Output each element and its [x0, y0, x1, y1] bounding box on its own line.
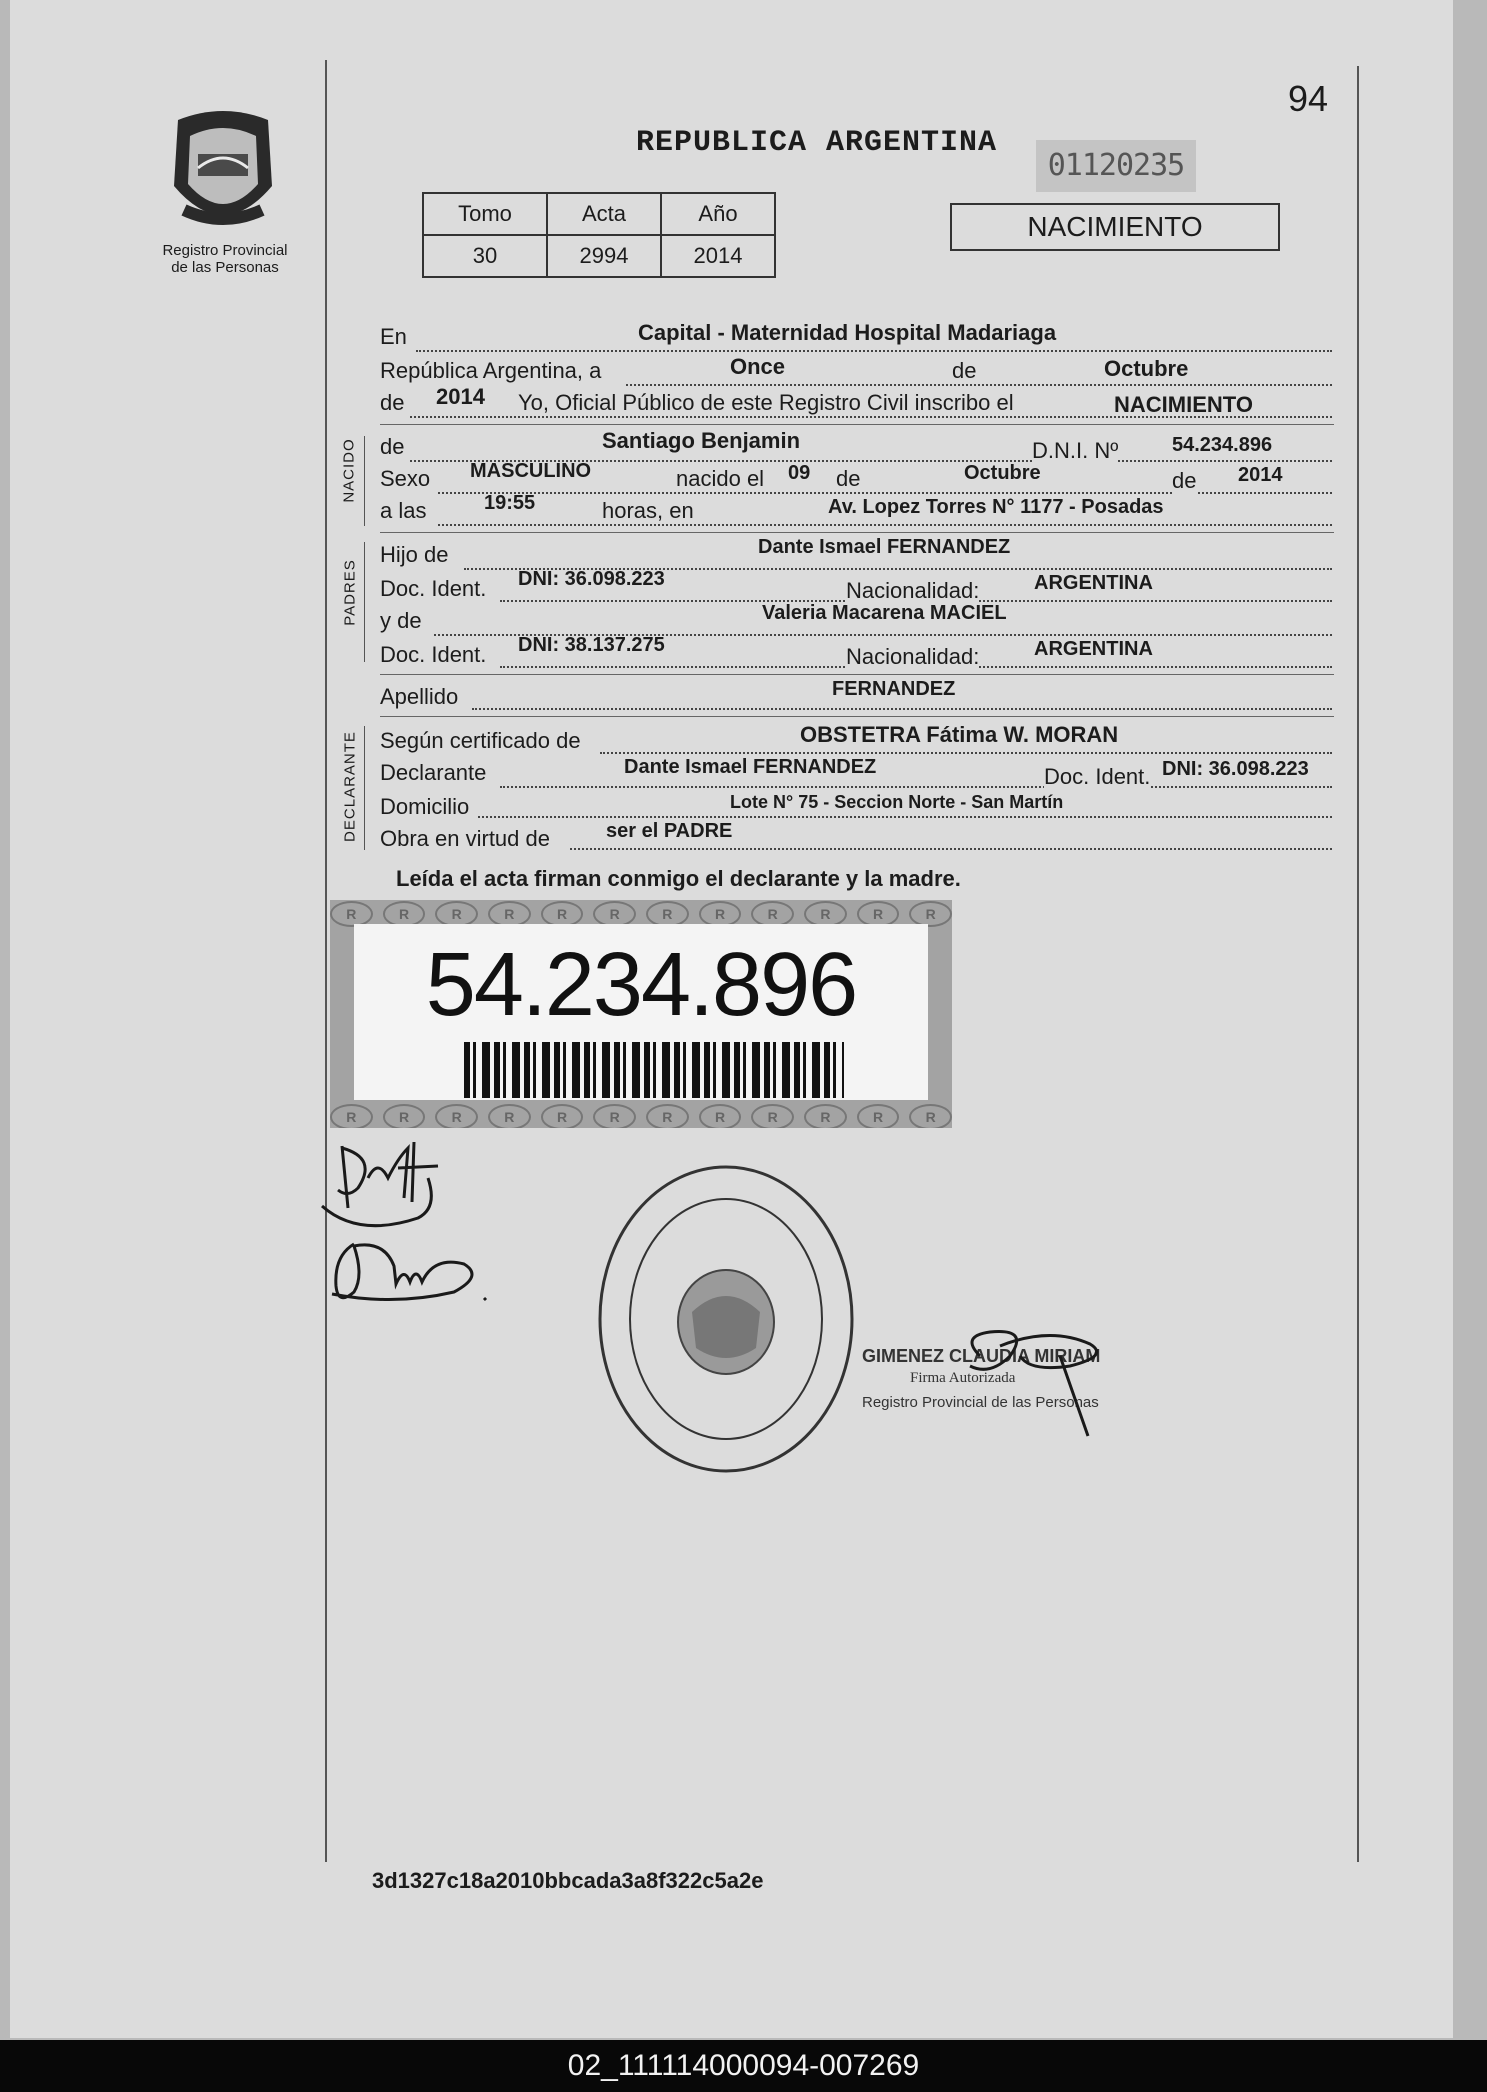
r-mark: R [909, 901, 952, 927]
value-birth-month: Octubre [964, 462, 1041, 484]
label-nacionalidad: Nacionalidad: [846, 644, 980, 669]
document-title: REPUBLICA ARGENTINA [636, 126, 998, 160]
serial-number: 01120235 [1036, 140, 1196, 192]
section-label-padres: PADRES [341, 559, 359, 626]
label-horas-en: horas, en [602, 498, 694, 523]
r-mark: R [330, 1104, 373, 1128]
label-dni: D.N.I. Nº [1032, 438, 1119, 463]
official-name: GIMENEZ CLAUDIA MIRIAM [862, 1346, 1101, 1366]
section-bracket [364, 436, 365, 526]
r-mark: R [541, 1104, 584, 1128]
r-mark: R [751, 901, 794, 927]
value-year: 2014 [436, 384, 485, 409]
r-mark: R [909, 1104, 952, 1128]
r-mark: R [488, 1104, 531, 1128]
value-child-dni: 54.234.896 [1172, 434, 1273, 456]
value-sexo: MASCULINO [470, 460, 592, 482]
barcode-sticker [330, 900, 952, 1128]
value-father-nationality: ARGENTINA [1034, 572, 1153, 594]
label-en: En [380, 324, 407, 349]
province-logo-icon [164, 108, 282, 238]
label-de: de [380, 434, 405, 459]
label-y-de: y de [380, 608, 422, 633]
label-apellido: Apellido [380, 684, 459, 709]
label-doc-ident: Doc. Ident. [380, 576, 487, 601]
header-acta: Acta [547, 193, 661, 235]
r-mark: R [646, 901, 689, 927]
section-separator [380, 674, 1334, 675]
r-mark: R [383, 901, 426, 927]
value-mother-doc: DNI: 38.137.275 [518, 634, 665, 656]
value-tomo: 30 [423, 235, 547, 277]
value-birth-year: 2014 [1238, 464, 1283, 486]
value-declarante-name: Dante Ismael FERNANDEZ [624, 756, 877, 778]
page-number: 94 [1288, 78, 1329, 119]
value-father-name: Dante Ismael FERNANDEZ [758, 536, 1011, 558]
right-margin-line [1357, 66, 1359, 1862]
r-mark: R [435, 1104, 478, 1128]
scan-footer: 02_111114000094-007269 [0, 2040, 1487, 2092]
value-domicilio: Lote N° 75 - Seccion Norte - San Martín [730, 792, 1064, 812]
label-domicilio: Domicilio [380, 794, 470, 819]
r-mark: R [383, 1104, 426, 1128]
dotted-line [438, 524, 1332, 526]
label-nacido-el: nacido el [676, 466, 765, 491]
dotted-line [416, 350, 1332, 352]
r-mark: R [435, 901, 478, 927]
value-certificado: OBSTETRA Fátima W. MORAN [800, 722, 1119, 747]
official-role: Firma Autorizada [910, 1370, 1016, 1386]
logo-caption [140, 242, 310, 276]
label-a-las: a las [380, 498, 427, 523]
section-separator [380, 532, 1334, 533]
value-birth-address: Av. Lopez Torres N° 1177 - Posadas [828, 496, 1164, 518]
label-nacionalidad: Nacionalidad: [846, 578, 980, 603]
logo-caption-line-1: Registro Provincial [162, 242, 288, 259]
r-mark: R [593, 901, 636, 927]
label-segun-certificado: Según certificado de [380, 728, 581, 753]
r-mark: R [699, 1104, 742, 1128]
label-doc-ident: Doc. Ident. [380, 642, 487, 667]
dotted-line [626, 384, 1332, 386]
label-de: de [952, 358, 977, 383]
closing-statement: Leída el acta firman conmigo el declarante y la madre. [396, 866, 961, 891]
security-pattern-top [330, 901, 952, 923]
value-anio: 2014 [661, 235, 775, 277]
r-mark: R [593, 1104, 636, 1128]
security-pattern-bottom [330, 1104, 952, 1126]
label-republica: República Argentina, a [380, 358, 602, 383]
registry-seal-icon [596, 1162, 856, 1476]
r-mark: R [857, 901, 900, 927]
r-mark: R [646, 1104, 689, 1128]
value-inscribe: NACIMIENTO [1114, 392, 1253, 417]
dotted-line [500, 786, 1332, 788]
value-father-doc: DNI: 36.098.223 [518, 568, 665, 590]
value-birth-day: 09 [788, 462, 811, 484]
record-type-box: NACIMIENTO [950, 203, 1280, 251]
logo-caption-line-2: de las Personas [171, 259, 279, 276]
document-hash: 3d1327c18a2010bbcada3a8f322c5a2e [372, 1868, 764, 1893]
left-margin-line [325, 60, 327, 1862]
label-doc-ident: Doc. Ident. [1044, 764, 1151, 789]
header-anio: Año [661, 193, 775, 235]
r-mark: R [488, 901, 531, 927]
official-signature-icon [950, 1326, 1120, 1442]
r-mark: R [541, 901, 584, 927]
r-mark: R [857, 1104, 900, 1128]
label-de: de [836, 466, 861, 491]
value-birth-time: 19:55 [484, 492, 536, 514]
r-mark: R [330, 901, 373, 927]
value-month: Octubre [1104, 356, 1189, 381]
label-de: de [1172, 468, 1197, 493]
value-mother-name: Valeria Macarena MACIEL [762, 602, 1007, 624]
section-separator [380, 424, 1334, 425]
value-day-word: Once [730, 354, 786, 379]
value-acta: 2994 [547, 235, 661, 277]
value-child-name: Santiago Benjamin [602, 428, 801, 453]
dotted-line [438, 492, 1332, 494]
section-label-declarante: DECLARANTE [341, 731, 359, 842]
header-tomo: Tomo [423, 193, 547, 235]
dotted-line [570, 848, 1332, 850]
label-oficial: Yo, Oficial Público de este Registro Civil inscribo el [518, 390, 1014, 415]
label-obra-en-virtud: Obra en virtud de [380, 826, 550, 851]
value-mother-nationality: ARGENTINA [1034, 638, 1153, 660]
label-declarante: Declarante [380, 760, 487, 785]
official-organization: Registro Provincial de las Personas [862, 1394, 1099, 1411]
r-mark: R [751, 1104, 794, 1128]
section-bracket [364, 726, 365, 850]
tomo-acta-anio-table [422, 192, 776, 278]
section-separator [380, 716, 1334, 717]
section-label-nacido: NACIDO [340, 438, 358, 503]
value-declarante-doc: DNI: 36.098.223 [1162, 758, 1309, 780]
value-obra: ser el PADRE [606, 820, 733, 842]
r-mark: R [699, 901, 742, 927]
r-mark: R [804, 1104, 847, 1128]
barcode-label [354, 924, 928, 1100]
dotted-line [600, 752, 1332, 754]
dotted-line [472, 708, 1332, 710]
label-hijo-de: Hijo de [380, 542, 449, 567]
section-bracket [364, 542, 365, 662]
value-place: Capital - Maternidad Hospital Madariaga [638, 320, 1057, 345]
r-mark: R [804, 901, 847, 927]
label-sexo: Sexo [380, 466, 431, 491]
label-de: de [380, 390, 405, 415]
declarant-signature-icon [318, 1138, 448, 1238]
dotted-line [478, 816, 1332, 818]
value-apellido: FERNANDEZ [832, 678, 956, 700]
mother-signature-icon [324, 1236, 494, 1316]
barcode-icon [464, 1042, 844, 1098]
barcode-number: 54.234.896 [425, 935, 857, 1035]
